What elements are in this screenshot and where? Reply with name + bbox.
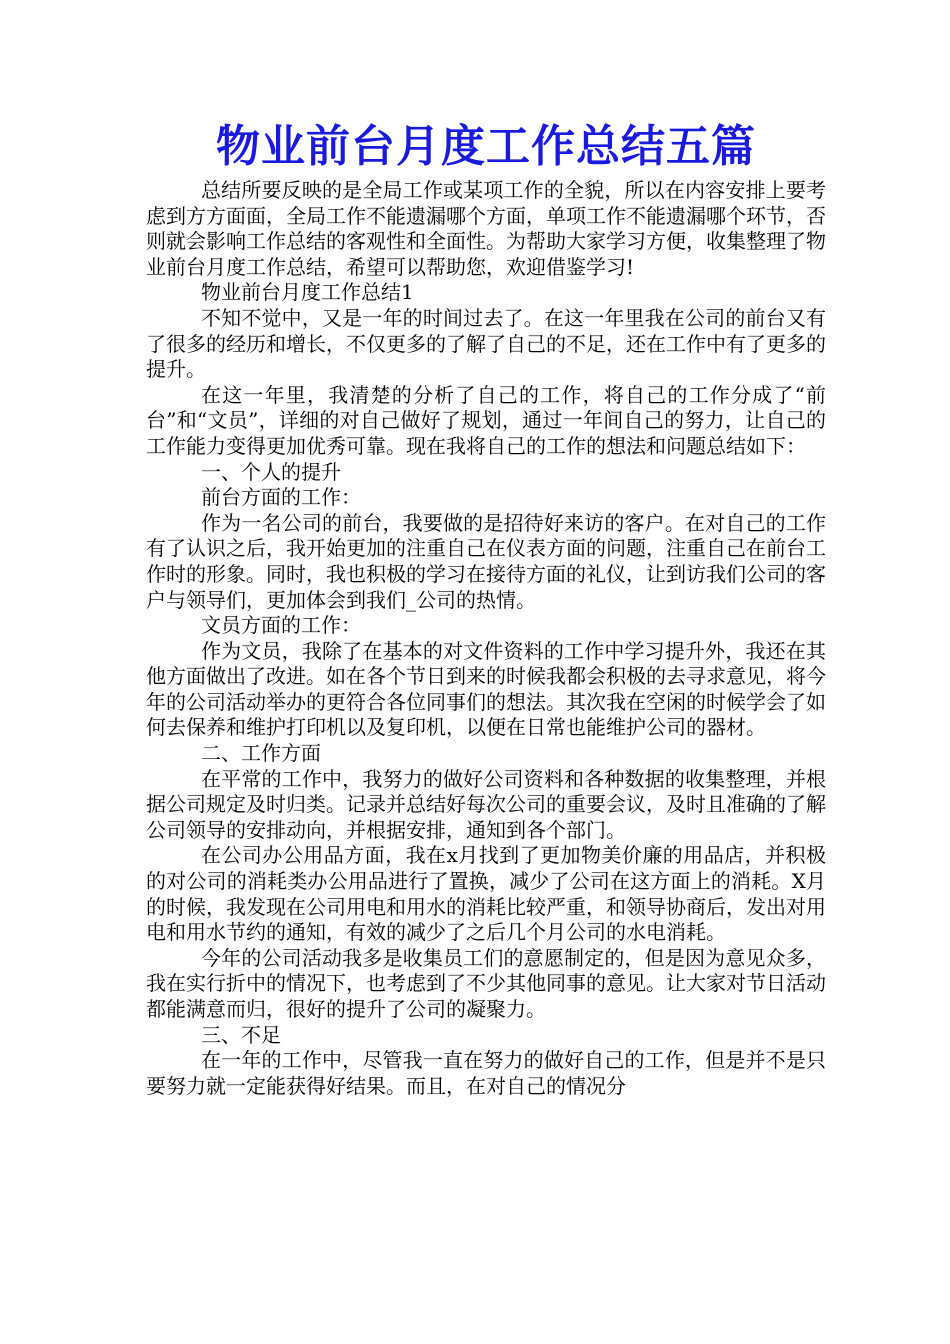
document-page: [146, 118, 826, 1099]
paragraph: 不知不觉中，又是一年的时间过去了。在这一年里我在公司的前台又有了很多的经历和增长，不仅更多的了解了自己的不足，还在工作中有了更多的提升。: [146, 305, 826, 382]
subheading-reception: 前台方面的工作：: [201, 485, 361, 510]
section-heading-work: 二、工作方面: [201, 741, 321, 766]
section-heading-summary-1: 物业前台月度工作总结1: [201, 280, 414, 305]
paragraph: 在平常的工作中，我努力的做好公司资料和各种数据的收集整理，并根据公司规定及时归类。记录并总结好每次公司的重要会议，及时且准确的了解公司领导的安排动向，并根据安排，通知到各个部门。: [146, 766, 826, 842]
paragraph: 在一年的工作中，尽管我一直在努力的做好自己的工作，但是并不是只要努力就一定能获得好结果。而且，在对自己的情况分: [146, 1048, 826, 1098]
paragraph: 今年的公司活动我多是收集员工们的意愿制定的，但是因为意见众多，我在实行折中的情况下，也考虑到了不少其他同事的意见。让大家对节日活动都能满意而归，很好的提升了公司的凝聚力。: [146, 945, 826, 1021]
document-body: [146, 178, 826, 1099]
paragraph: 作为文员，我除了在基本的对文件资料的工作中学习提升外，我还在其他方面做出了改进。如在各个节日到来的时候我都会积极的去寻求意见，将今年的公司活动举办的更符合各位同事们的想法。其次我在空闲的时候学会了如何去保养和维护打印机以及复印机，以便在日常也能维护公司的器材。: [146, 638, 826, 740]
section-heading-shortcomings: 三、不足: [201, 1022, 281, 1047]
paragraph-intro: 总结所要反映的是全局工作或某项工作的全貌，所以在内容安排上要考虑到方方面面，全局工作不能遗漏哪个方面，单项工作不能遗漏哪个环节，否则就会影响工作总结的客观性和全面性。为帮助大家学习方便，收集整理了物业前台月度工作总结，希望可以帮助您，欢迎借鉴学习!: [146, 178, 826, 279]
subheading-clerk: 文员方面的工作：: [201, 613, 361, 638]
paragraph: 在公司办公用品方面，我在x月找到了更加物美价廉的用品店，并积极的对公司的消耗类办公用品进行了置换，减少了公司在这方面上的消耗。X月的时候，我发现在公司用电和用水的消耗比较严重，和领导协商后，发出对用电和用水节约的通知，有效的减少了之后几个月公司的水电消耗。: [146, 843, 826, 945]
paragraph: 作为一名公司的前台，我要做的是招待好来访的客户。在对自己的工作有了认识之后，我开始更加的注重自己在仪表方面的问题，注重自己在前台工作时的形象。同时，我也积极的学习在接待方面的礼仪，让到访我们公司的客户与领导们，更加体会到我们_公司的热情。: [146, 510, 826, 612]
section-heading-personal: 一、个人的提升: [201, 459, 341, 484]
document-title: 物业前台月度工作总结五篇: [216, 121, 756, 172]
paragraph: 在这一年里，我清楚的分析了自己的工作，将自己的工作分成了“前台”和“文员”，详细的对自己做好了规划，通过一年间自己的努力，让自己的工作能力变得更加优秀可靠。现在我将自己的工作的想法和问题总结如下：: [146, 382, 826, 458]
